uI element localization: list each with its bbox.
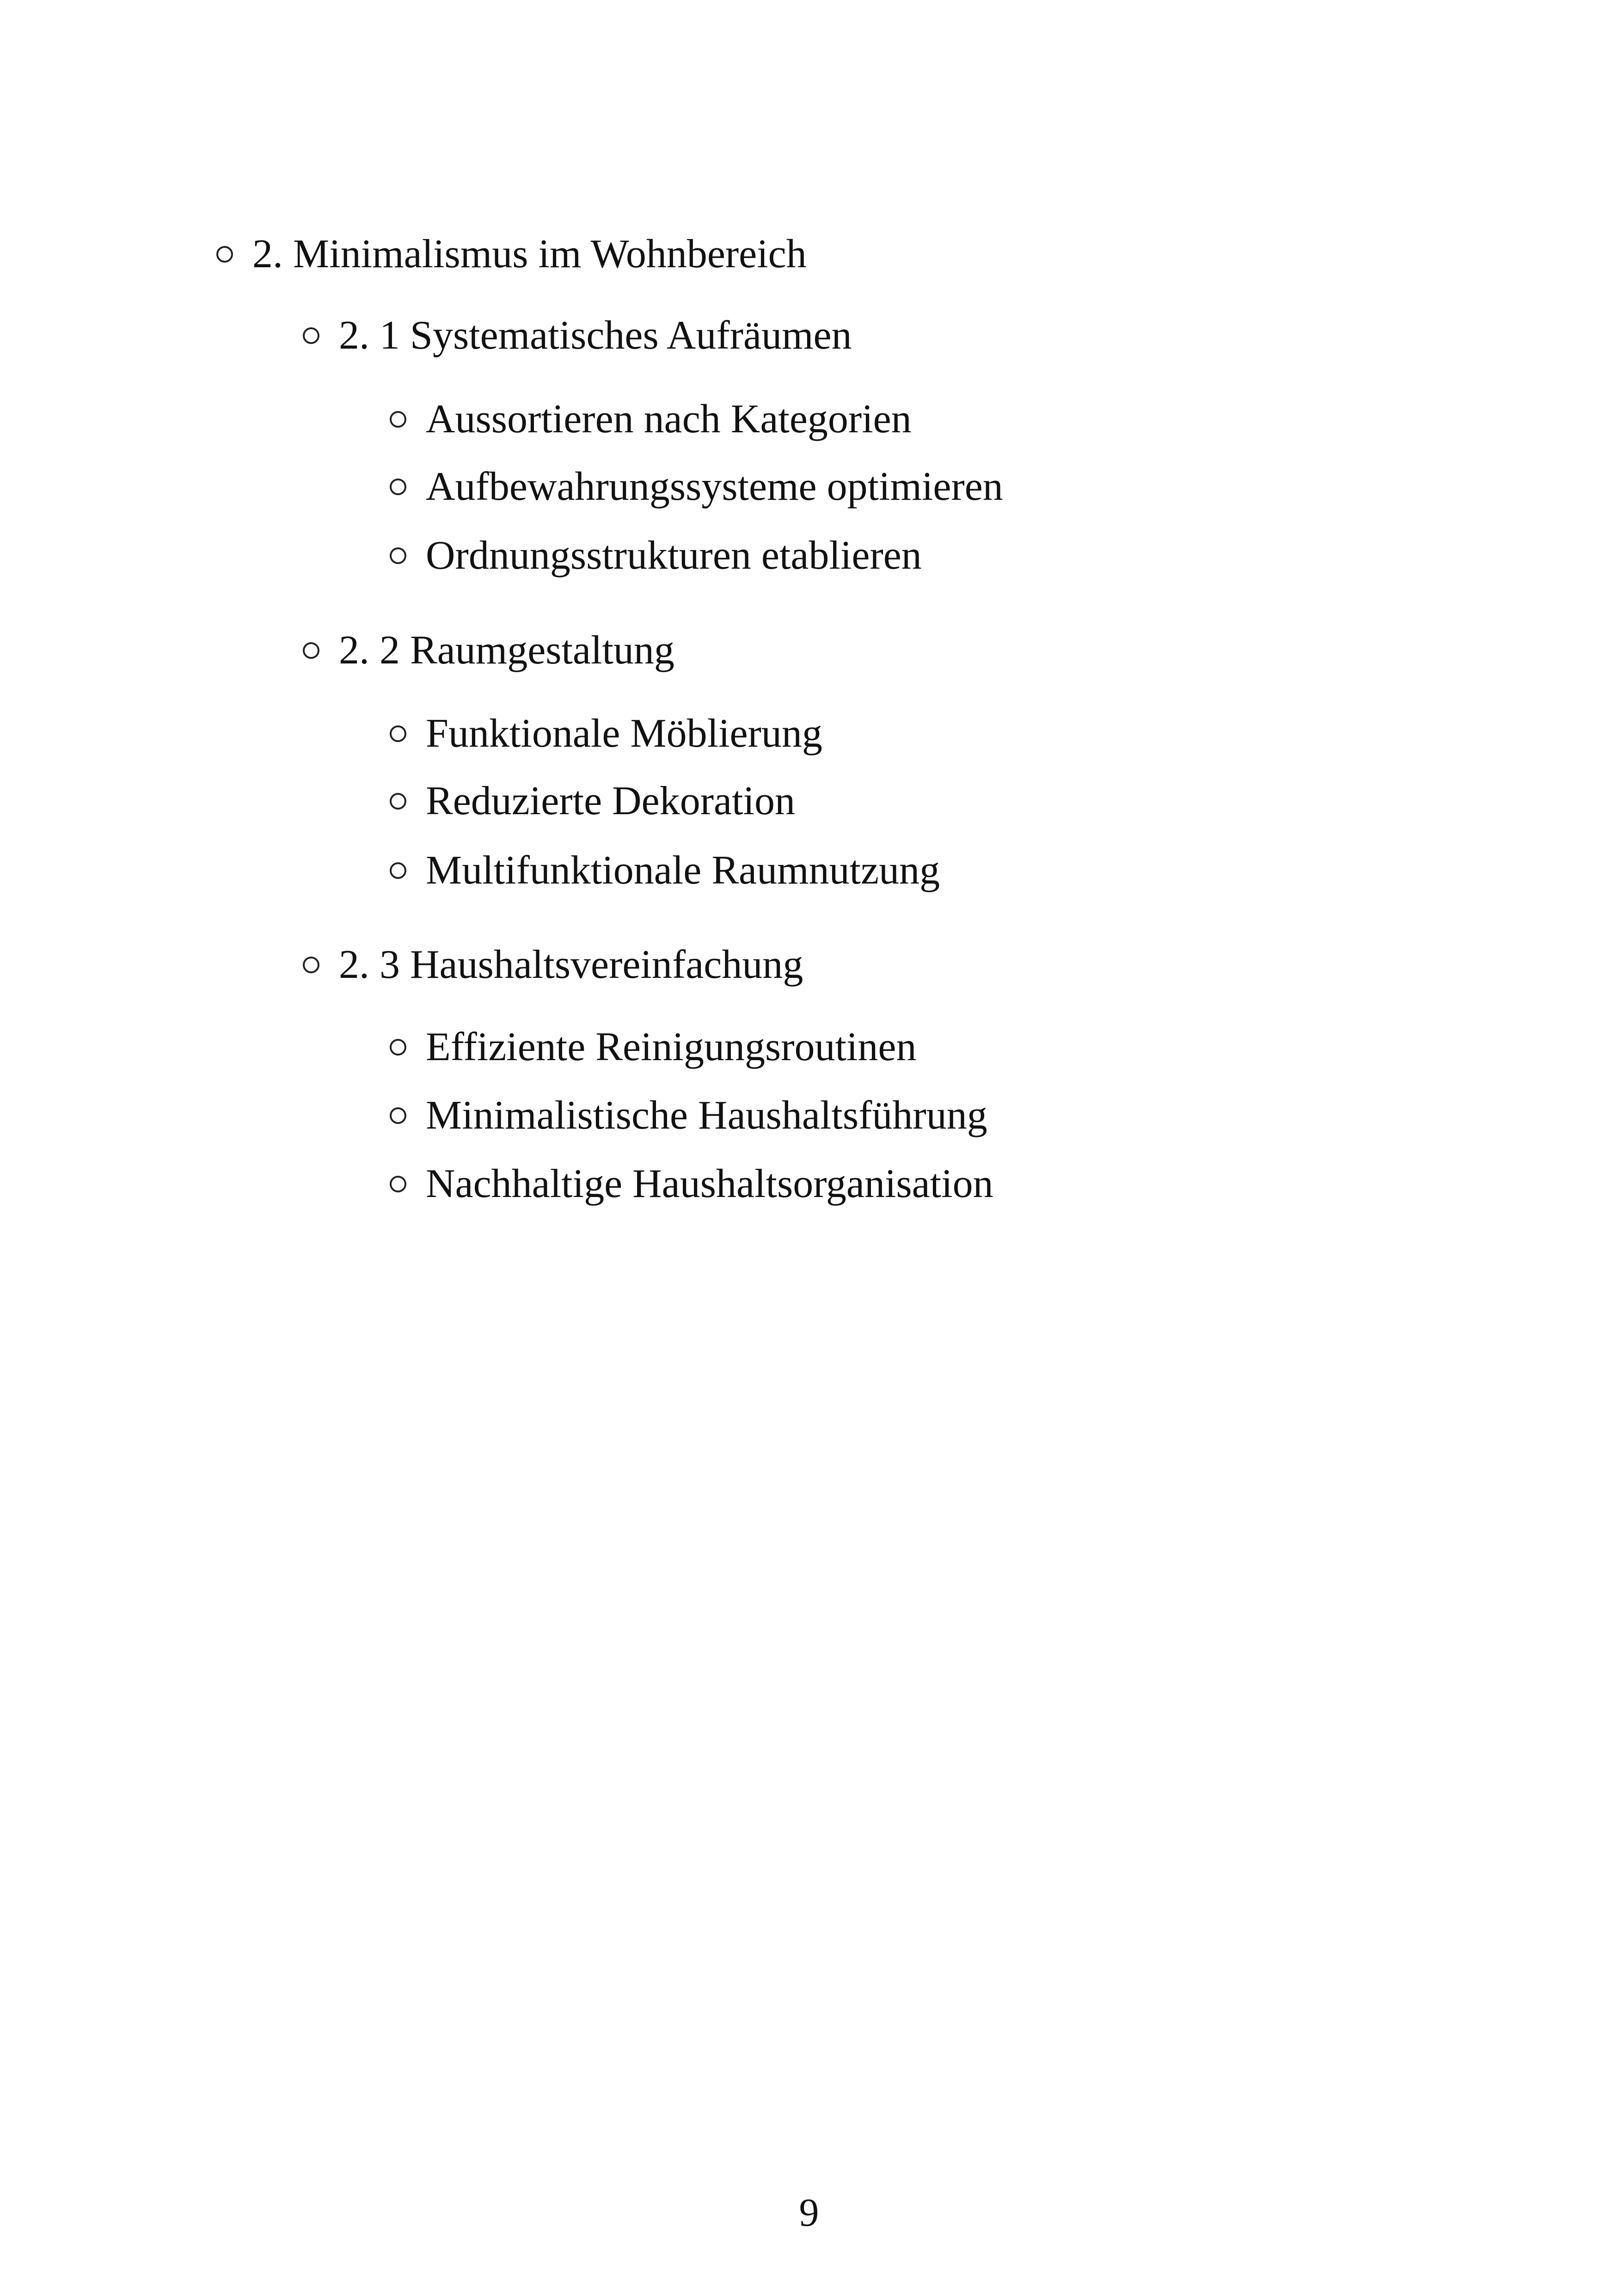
list-item-text: Minimalistische Haushaltsführung (426, 1093, 987, 1138)
list-item-text: Reduzierte Dekoration (426, 779, 796, 823)
list-item (390, 396, 912, 442)
section-title (303, 942, 803, 988)
hollow-circle-icon (390, 547, 406, 564)
list-item (390, 1161, 993, 1207)
list-item-text: Funktionale Möblierung (426, 711, 822, 756)
list-item-text: Nachhaltige Haushaltsorganisation (426, 1161, 993, 1206)
list-item (390, 464, 1003, 510)
hollow-circle-icon (390, 479, 406, 495)
list-item-text: Aussortieren nach Kategorien (426, 397, 912, 442)
list-item (390, 778, 795, 824)
hollow-circle-icon (303, 327, 319, 344)
section-title-text: 2. 1 Systematisches Aufräumen (339, 313, 852, 358)
list-item-text: Aufbewahrungssysteme optimieren (426, 464, 1003, 509)
hollow-circle-icon (390, 411, 406, 428)
hollow-circle-icon (216, 246, 233, 263)
list-item-text: Ordnungsstrukturen etablieren (426, 533, 922, 578)
section-title-text: 2. 3 Haushaltsvereinfachung (339, 942, 803, 987)
list-item-text: Multifunktionale Raumnutzung (426, 848, 940, 893)
hollow-circle-icon (390, 1107, 406, 1124)
outline-heading (216, 231, 807, 277)
hollow-circle-icon (390, 1176, 406, 1192)
section-title (303, 627, 674, 674)
list-item (390, 1024, 916, 1070)
list-item (390, 1093, 987, 1139)
list-item-text: Effiziente Reinigungsroutinen (426, 1025, 917, 1069)
hollow-circle-icon (390, 793, 406, 810)
list-item (390, 711, 822, 757)
hollow-circle-icon (390, 862, 406, 879)
section-title-text: 2. 2 Raumgestaltung (339, 628, 674, 673)
hollow-circle-icon (390, 1039, 406, 1056)
hollow-circle-icon (390, 725, 406, 742)
hollow-circle-icon (303, 957, 319, 973)
list-item (390, 533, 922, 579)
outline-heading-text: 2. Minimalismus im Wohnbereich (252, 232, 807, 276)
page-number: 9 (799, 2190, 819, 2235)
section-title (303, 313, 852, 359)
hollow-circle-icon (303, 642, 319, 659)
list-item (390, 847, 940, 894)
